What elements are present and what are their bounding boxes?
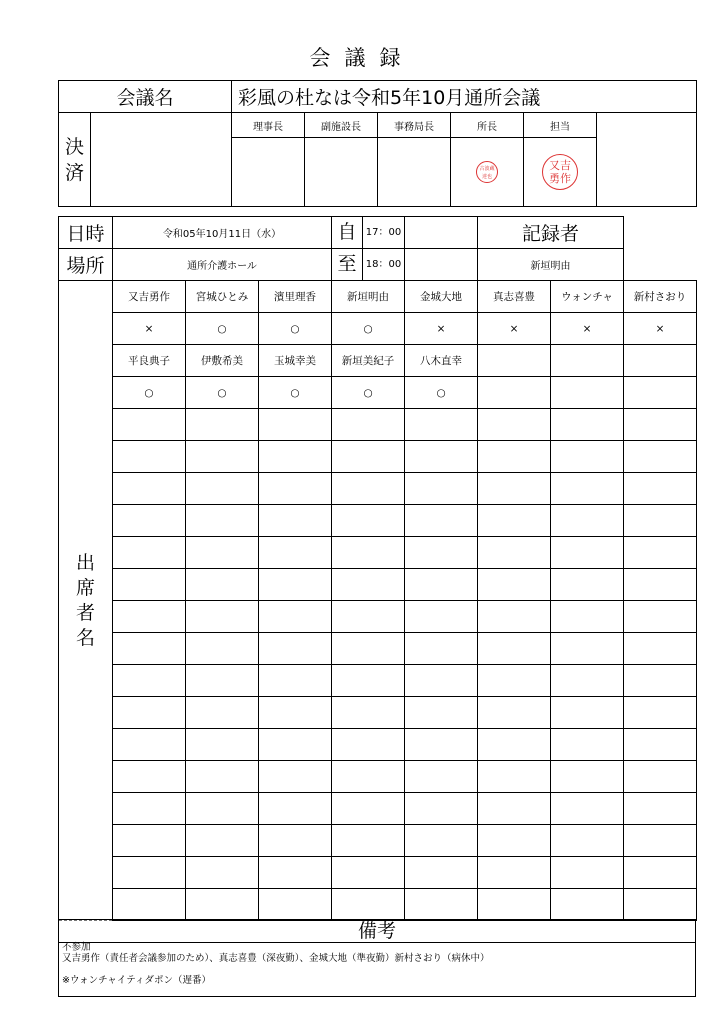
attendee-name (478, 665, 551, 697)
to-label: 至 18：00 (332, 249, 405, 281)
attendee-name (624, 345, 697, 377)
attendee-name (332, 665, 405, 697)
staff-seal-stamp: 又吉 勇作 (542, 154, 578, 190)
attendee-name (405, 473, 478, 505)
attendee-name (113, 537, 186, 569)
attendee-name: 八木直幸 (405, 345, 478, 377)
attendance-mark: × (113, 313, 186, 345)
attendee-name: 宮城ひとみ (186, 281, 259, 313)
attendance-mark (551, 825, 624, 857)
attendee-name: 又吉勇作 (113, 281, 186, 313)
attendee-name (405, 793, 478, 825)
notes-body (58, 942, 696, 997)
attendees-label (59, 281, 113, 921)
attendance-mark (259, 441, 332, 473)
attendee-name (332, 793, 405, 825)
attendance-mark: × (478, 313, 551, 345)
attendee-name (405, 409, 478, 441)
attendance-mark (332, 825, 405, 857)
attendance-mark (113, 697, 186, 729)
attendee-name: 新村さおり (624, 281, 697, 313)
role-vice-director: 副施設長 (305, 113, 378, 138)
attendance-mark: × (551, 313, 624, 345)
attendance-mark: ○ (113, 377, 186, 409)
attendee-name: 濱里理香 (259, 281, 332, 313)
attendee-name (259, 601, 332, 633)
attendee-name (624, 665, 697, 697)
attendees-label-char: 者 (75, 601, 95, 624)
attendee-name (624, 857, 697, 889)
attendee-name (624, 729, 697, 761)
attendance-mark (113, 889, 186, 921)
attendee-name (478, 537, 551, 569)
attendance-mark (259, 825, 332, 857)
attendee-name (259, 473, 332, 505)
attendance-mark (332, 569, 405, 601)
attendance-mark: ○ (259, 313, 332, 345)
attendee-name (478, 857, 551, 889)
attendee-name (186, 665, 259, 697)
attendance-mark (478, 825, 551, 857)
attendance-mark (405, 505, 478, 537)
attendance-mark (186, 441, 259, 473)
attendance-mark (624, 825, 697, 857)
notes-header: 備考 (58, 919, 696, 943)
notes-line: 又吉勇作（責任者会議参加のため）、真志喜豊（深夜勤）、金城大地（準夜勤）新村さおり（病休中） (62, 953, 490, 964)
attendance-mark (259, 697, 332, 729)
attendee-name (113, 409, 186, 441)
attendance-mark (405, 697, 478, 729)
attendance-mark (332, 761, 405, 793)
attendee-name (259, 665, 332, 697)
attendee-name (551, 729, 624, 761)
approval-cell-secretary-general (378, 138, 451, 207)
attendance-mark (332, 633, 405, 665)
attendee-name (551, 601, 624, 633)
attendee-name (551, 409, 624, 441)
attendee-name (624, 793, 697, 825)
attendee-name: ウォンチャ (551, 281, 624, 313)
attendance-mark (624, 633, 697, 665)
attendee-name (113, 729, 186, 761)
attendance-mark (405, 889, 478, 921)
approval-extra (597, 113, 697, 207)
attendee-name (332, 409, 405, 441)
attendance-mark: ○ (332, 313, 405, 345)
attendee-name (259, 409, 332, 441)
attendee-name (405, 601, 478, 633)
role-chairman: 理事長 (232, 113, 305, 138)
attendance-mark (113, 633, 186, 665)
attendee-name (405, 857, 478, 889)
attendance-mark (332, 505, 405, 537)
attendee-name (478, 345, 551, 377)
attendance-mark (551, 377, 624, 409)
recorder-label: 記録者 (478, 217, 624, 249)
attendee-name (259, 729, 332, 761)
approval-cell-chairman (232, 138, 305, 207)
attendance-mark (624, 697, 697, 729)
attendance-mark (332, 889, 405, 921)
header-table (58, 80, 697, 207)
attendance-mark (259, 761, 332, 793)
attendee-name (186, 857, 259, 889)
meeting-place: 通所介護ホール (113, 249, 332, 281)
attendee-name (259, 793, 332, 825)
attendance-mark (113, 505, 186, 537)
attendance-mark (186, 761, 259, 793)
attendee-name (186, 409, 259, 441)
attendance-mark: ○ (186, 313, 259, 345)
notes-line: 不参加 (62, 942, 91, 953)
role-manager: 所長 (451, 113, 524, 138)
attendee-name (551, 345, 624, 377)
attendance-mark (551, 505, 624, 537)
attendance-mark (186, 697, 259, 729)
attendee-name (186, 793, 259, 825)
attendance-mark (624, 761, 697, 793)
attendee-name: 真志喜豊 (478, 281, 551, 313)
attendance-mark: ○ (332, 377, 405, 409)
attendee-name (259, 537, 332, 569)
attendance-mark (478, 633, 551, 665)
attendance-mark (405, 761, 478, 793)
attendance-mark (332, 441, 405, 473)
attendance-mark (186, 825, 259, 857)
notes-line: ※ウォンチャイティダポン（遅番） (62, 975, 212, 986)
attendance-mark (478, 569, 551, 601)
attendance-mark (186, 633, 259, 665)
attendance-mark (405, 441, 478, 473)
attendance-mark (551, 761, 624, 793)
place-label: 場所 (59, 249, 113, 281)
attendee-name (405, 665, 478, 697)
attendance-mark (551, 569, 624, 601)
attendee-name (332, 857, 405, 889)
attendee-name (113, 857, 186, 889)
manager-seal-stamp: 古波蔵 達也 (476, 161, 498, 183)
attendee-name: 平良典子 (113, 345, 186, 377)
attendee-name (551, 793, 624, 825)
end-time: 18：00 (365, 259, 402, 270)
meeting-date: 令和05年10月11日（水） (113, 217, 332, 249)
document-title: 会議録 (309, 46, 415, 70)
attendee-name: 新垣美紀子 (332, 345, 405, 377)
attendee-name (332, 729, 405, 761)
attendance-mark (551, 889, 624, 921)
start-time: 17：00 (365, 227, 402, 238)
attendee-name (551, 473, 624, 505)
attendance-mark (551, 633, 624, 665)
attendee-name (478, 473, 551, 505)
attendee-name: 伊敷希美 (186, 345, 259, 377)
attendance-mark (259, 889, 332, 921)
attendance-mark (624, 569, 697, 601)
attendee-name (113, 793, 186, 825)
attendee-name: 金城大地 (405, 281, 478, 313)
approval-cell-staff (524, 138, 597, 207)
attendance-mark (624, 377, 697, 409)
from-label: 自 17：00 (332, 217, 405, 249)
attendee-name (113, 473, 186, 505)
attendance-mark (259, 569, 332, 601)
attendance-mark: ○ (259, 377, 332, 409)
attendee-name (259, 857, 332, 889)
recorder-name: 新垣明由 (478, 249, 624, 281)
attendee-name: 玉城幸美 (259, 345, 332, 377)
attendance-mark (405, 569, 478, 601)
attendance-mark (551, 441, 624, 473)
attendee-name (478, 729, 551, 761)
attendee-name: 新垣明由 (332, 281, 405, 313)
attendance-mark (624, 441, 697, 473)
attendance-mark (332, 697, 405, 729)
attendee-name (332, 601, 405, 633)
attendees-label-char: 名 (75, 626, 95, 649)
attendance-mark: ○ (405, 377, 478, 409)
attendance-mark (551, 697, 624, 729)
attendance-mark (405, 633, 478, 665)
attendee-name (624, 473, 697, 505)
attendance-mark (624, 889, 697, 921)
attendee-name (478, 409, 551, 441)
attendance-mark (113, 761, 186, 793)
attendee-name (113, 665, 186, 697)
attendee-name (186, 601, 259, 633)
approval-cell-manager (451, 138, 524, 207)
meeting-name: 彩風の杜なは令和5年10月通所会議 (232, 81, 697, 113)
attendance-mark (186, 569, 259, 601)
approval-blank (91, 113, 232, 207)
attendance-mark (186, 889, 259, 921)
attendance-mark (478, 697, 551, 729)
attendees-label-char: 席 (75, 576, 95, 599)
attendee-name (624, 601, 697, 633)
role-secretary-general: 事務局長 (378, 113, 451, 138)
attendee-name (186, 537, 259, 569)
attendee-name (186, 729, 259, 761)
attendance-mark (624, 505, 697, 537)
attendance-mark (113, 825, 186, 857)
attendance-mark (259, 633, 332, 665)
attendee-name (405, 729, 478, 761)
attendance-mark (478, 889, 551, 921)
attendee-name (332, 473, 405, 505)
attendance-mark: × (624, 313, 697, 345)
attendance-mark (478, 505, 551, 537)
attendance-mark (478, 441, 551, 473)
attendance-mark: ○ (186, 377, 259, 409)
end-time-spacer (405, 249, 478, 281)
attendance-mark (478, 761, 551, 793)
attendance-mark: × (405, 313, 478, 345)
attendee-name (551, 537, 624, 569)
attendance-mark (113, 441, 186, 473)
attendee-name (551, 857, 624, 889)
attendee-name (478, 793, 551, 825)
attendees-label-char: 出 (75, 551, 95, 574)
attendance-mark (478, 377, 551, 409)
attendee-name (624, 409, 697, 441)
approval-cell-vice-director (305, 138, 378, 207)
attendee-name (405, 537, 478, 569)
attendee-name (624, 537, 697, 569)
attendee-name (113, 601, 186, 633)
approval-label: 決 済 (59, 113, 91, 207)
attendance-mark (405, 825, 478, 857)
attendee-name (332, 537, 405, 569)
attendee-name (478, 601, 551, 633)
attendee-name (551, 665, 624, 697)
attendance-mark (259, 505, 332, 537)
attendance-mark (113, 569, 186, 601)
datetime-label: 日時 (59, 217, 113, 249)
notes-line (62, 964, 695, 975)
attendee-name (186, 473, 259, 505)
meeting-name-label: 会議名 (59, 81, 232, 113)
attendance-table (58, 216, 697, 921)
start-time-spacer (405, 217, 478, 249)
attendance-mark (186, 505, 259, 537)
role-staff: 担当 (524, 113, 597, 138)
